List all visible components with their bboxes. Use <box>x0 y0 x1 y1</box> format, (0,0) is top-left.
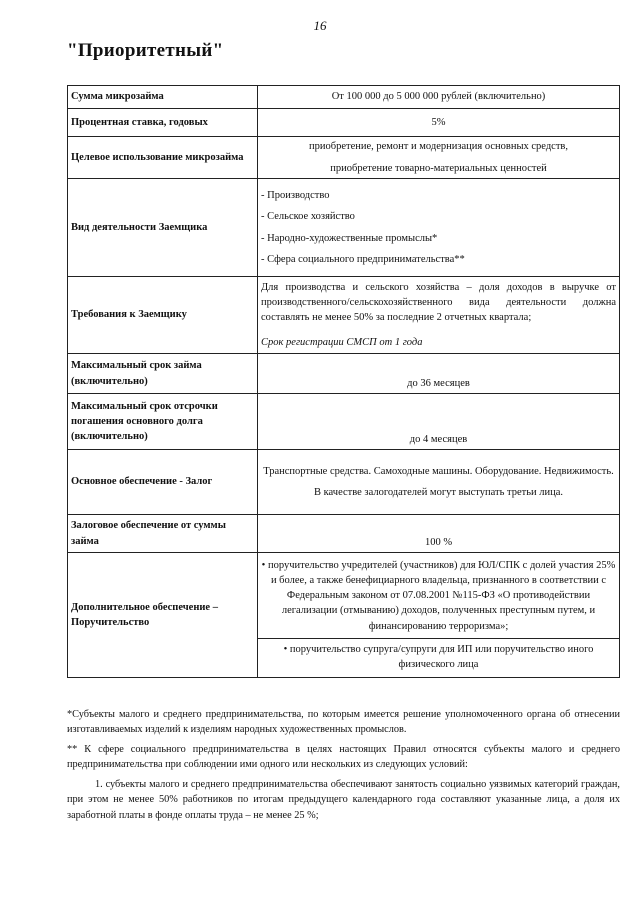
activity-item: - Народно-художественные промыслы* <box>261 232 438 244</box>
footnote-social-entrepreneurship: ** К сфере социального предпринимательства в целях настоящих Правил относятся субъекты малого и среднего предпринимательства при соблюдении ими одного или нескольких из следующих условий: <box>67 744 620 771</box>
row-value-max-term: до 36 месяцев <box>258 354 620 394</box>
page-number: 16 <box>313 18 327 33</box>
table-row <box>68 450 620 515</box>
row-value-guarantee <box>258 553 620 678</box>
row-value-deferral: до 4 месяцев <box>258 394 620 450</box>
row-value-collateral <box>258 450 620 515</box>
row-value-coverage: 100 % <box>258 515 620 553</box>
purpose-line-1: приобретение, ремонт и модернизация основных средств, <box>308 141 568 153</box>
collateral-line-1: Транспортные средства. Самоходные машины. Оборудование. Недвижимость. <box>263 466 614 478</box>
page-title: "Приоритетный" <box>67 40 224 61</box>
table-row <box>68 394 620 450</box>
row-value-activity <box>258 179 620 277</box>
footnote-condition-1: 1. субъекты малого и среднего предпринимательства обеспечивают занятость социально уязвимых категорий граждан, при этом не менее 50% работников по итогам предыдущего календарного года составляют указанные лица, а доля их заработной платы в фонде оплаты труда – не менее 25 %; <box>67 779 620 821</box>
row-value-purpose <box>258 137 620 179</box>
table-row <box>68 137 620 179</box>
loan-terms-table <box>67 85 620 678</box>
collateral-line-2: В качестве залогодателей могут выступать третьи лица. <box>313 486 563 498</box>
table-row <box>68 553 620 678</box>
row-label-rate: Процентная ставка, годовых <box>68 109 258 137</box>
activity-item: - Производство <box>261 190 330 202</box>
registration-term: Срок регистрации СМСП от 1 года <box>261 337 423 349</box>
row-value-rate: 5% <box>258 109 620 137</box>
row-label-max-term: Максимальный срок займа (включительно) <box>68 354 258 394</box>
row-label-deferral: Максимальный срок отсрочки погашения основного долга (включительно) <box>68 394 258 450</box>
table-row <box>68 354 620 394</box>
table-row <box>68 179 620 277</box>
footnote-folk-crafts: *Субъекты малого и среднего предпринимательства, по которым имеется решение уполномоченного органа об отнесении изготавливаемых изделий к изделиям народных художественных промыслов. <box>67 709 620 736</box>
row-value-amount: От 100 000 до 5 000 000 рублей (включительно) <box>258 86 620 109</box>
requirements-text: Для производства и сельского хозяйства – доля доходов в выручке от производственного/сельскохозяйственного вида деятельности должна составлять не менее 50% за последние 2 отчетных квартала; <box>261 281 616 323</box>
table-row <box>68 515 620 553</box>
row-value-requirements <box>258 277 620 354</box>
row-label-guarantee: Дополнительное обеспечение – Поручительство <box>68 553 258 678</box>
table-row <box>68 277 620 354</box>
row-label-purpose: Целевое использование микрозайма <box>68 137 258 179</box>
table-row <box>68 109 620 137</box>
purpose-line-2: приобретение товарно-материальных ценностей <box>330 162 547 174</box>
row-label-activity: Вид деятельности Заемщика <box>68 179 258 277</box>
table-row <box>68 86 620 109</box>
row-label-amount: Сумма микрозайма <box>68 86 258 109</box>
guarantee-item-1: • поручительство учредителей (участников) для ЮЛ/СПК с долей участия 25% и более, а также бенефициарного владельца, признанного в соответствии с Федеральным законом от 07.08.2001 №115-ФЗ «О противодействии легализации (отмыванию) доходов, полученных преступным путем, и финансированию терроризма»; <box>261 559 616 632</box>
row-label-coverage: Залоговое обеспечение от суммы займа <box>68 515 258 553</box>
activity-item: - Сельское хозяйство <box>261 211 355 223</box>
guarantee-item-2: • поручительство супруга/супруги для ИП или поручительство иного физического лица <box>258 638 619 672</box>
row-label-collateral: Основное обеспечение - Залог <box>68 450 258 515</box>
activity-item: - Сфера социального предпринимательства** <box>261 253 465 265</box>
row-label-requirements: Требования к Заемщику <box>68 277 258 354</box>
